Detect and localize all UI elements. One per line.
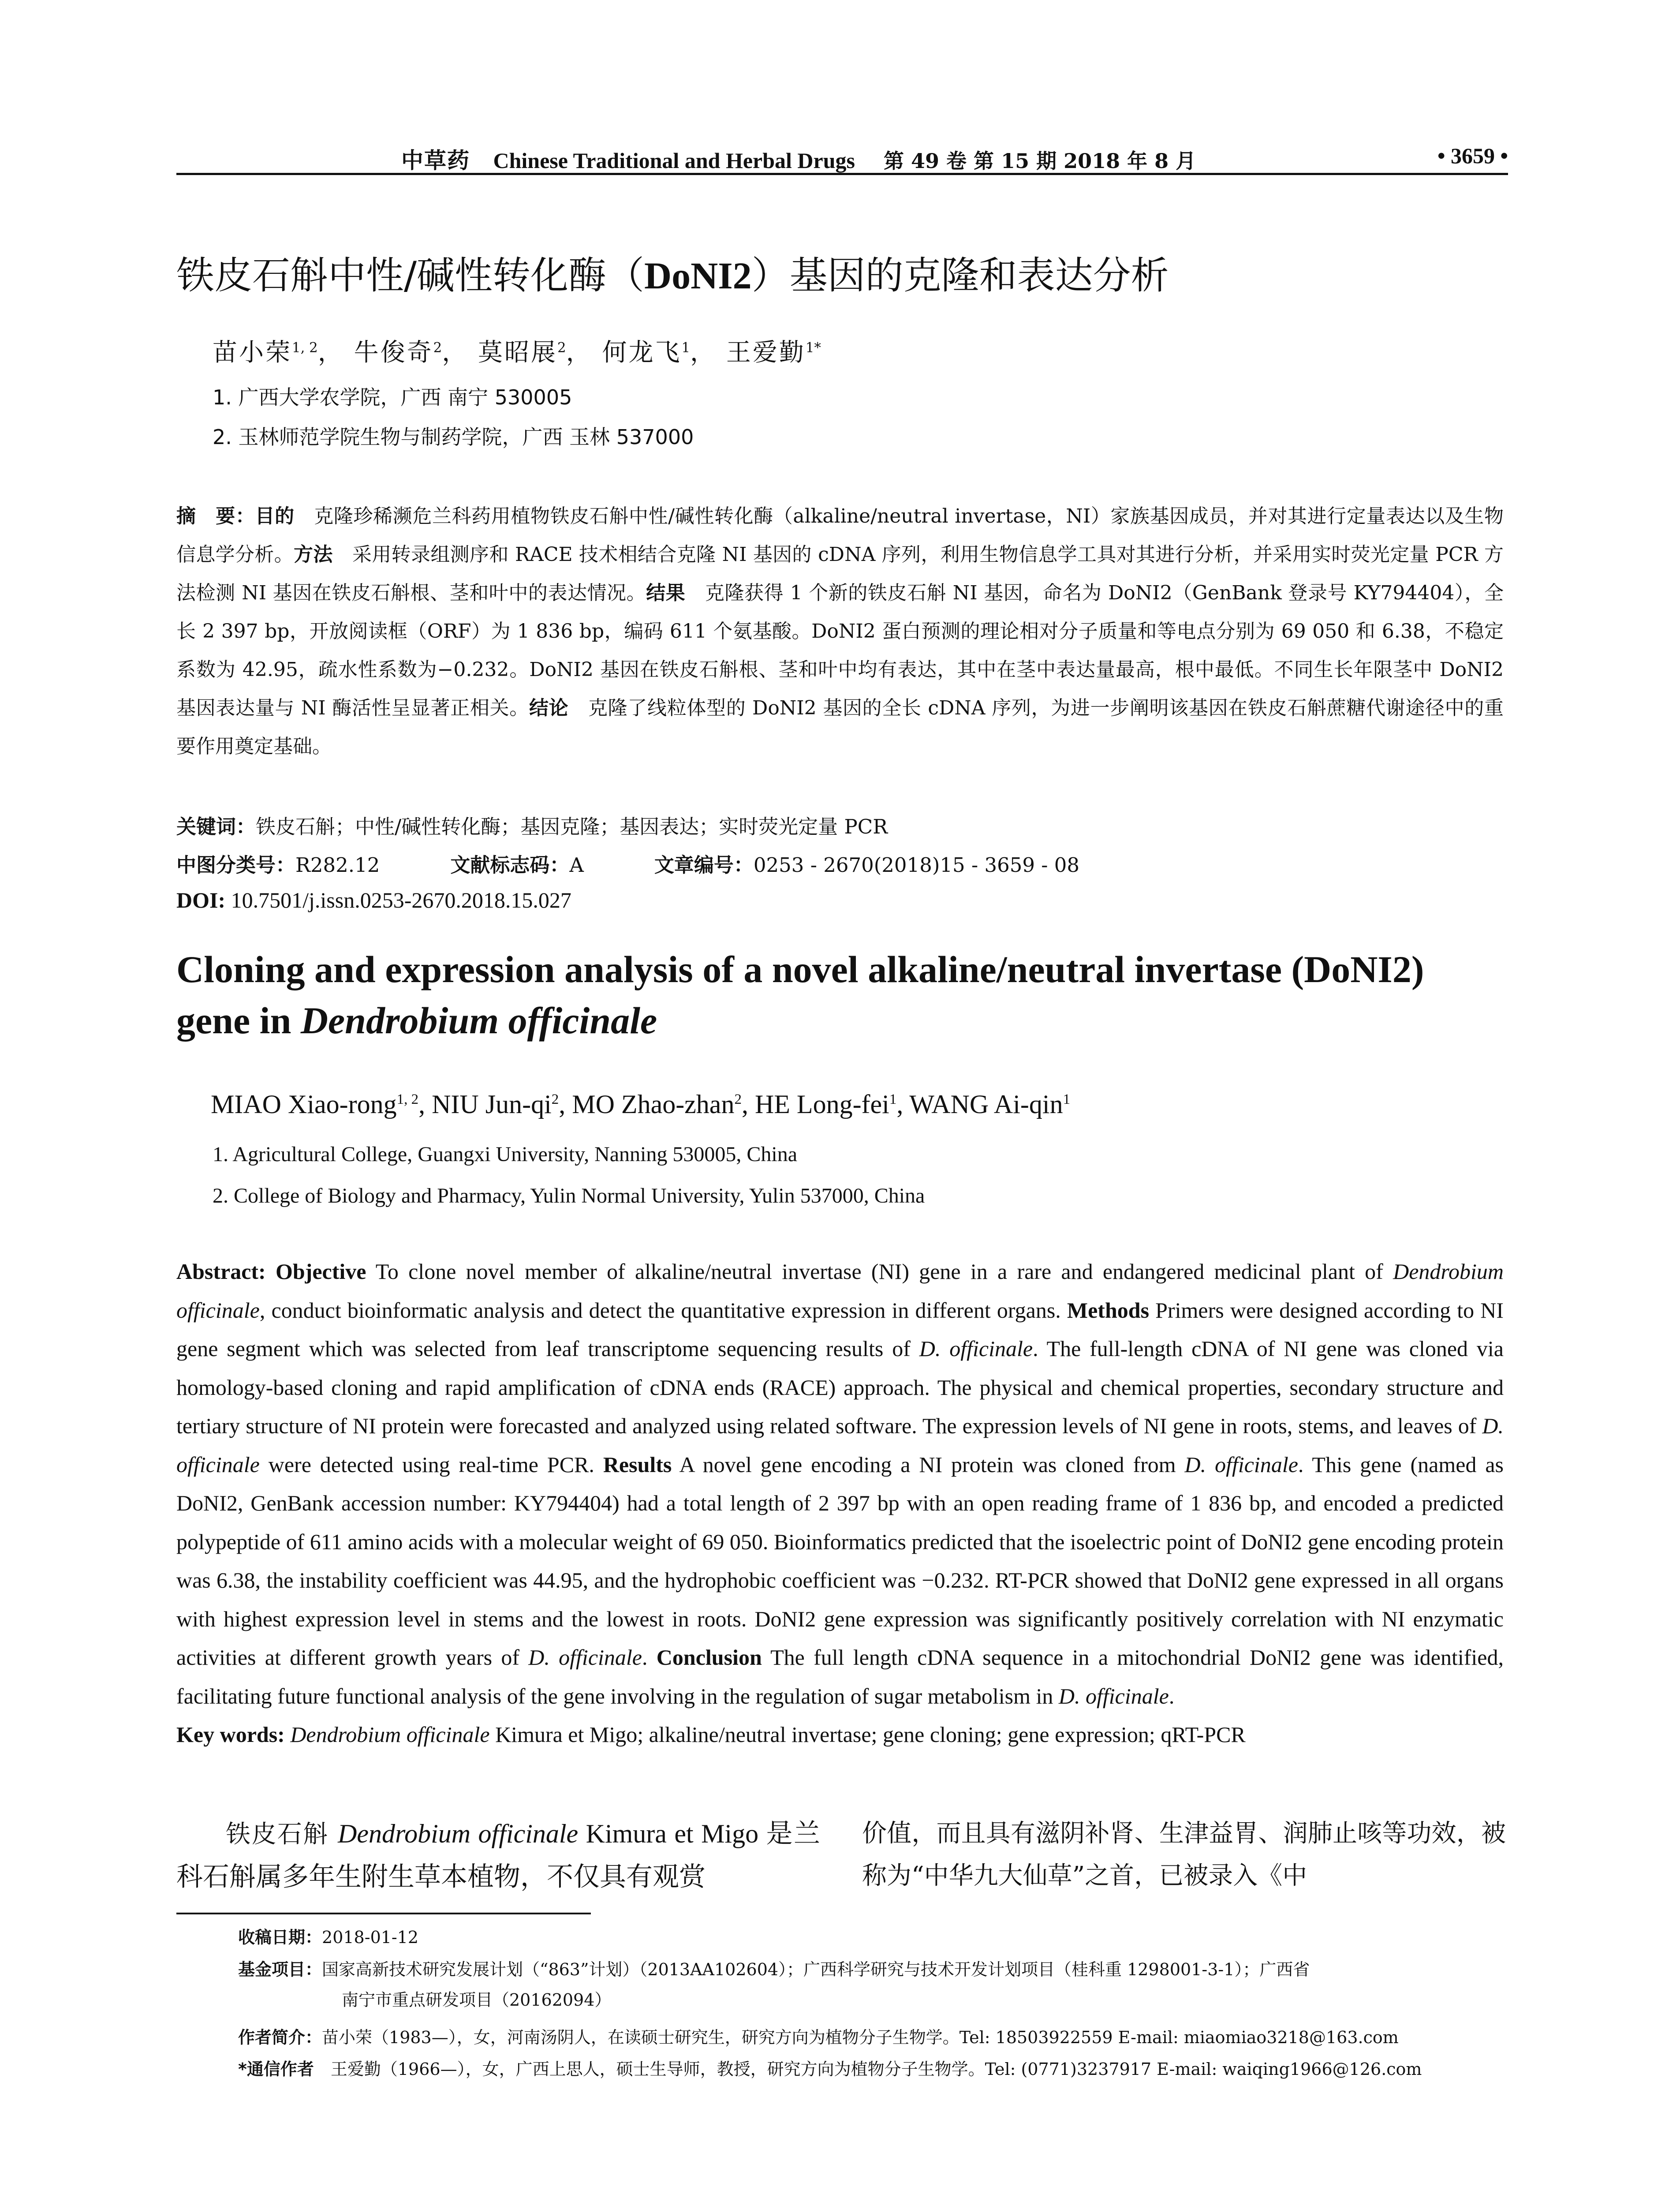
methods-text: Primers were designed according to NI gene segment which was selected from leaf transcriptome sequencing results of [176, 1297, 1504, 1361]
author-name: WANG Ai-qin [909, 1090, 1063, 1119]
author-name: 牛俊奇 [354, 338, 433, 367]
conclusion-text: 克隆了线粒体型的 DoNI2 基因的全长 cDNA 序列，为进一步阐明该基因在铁皮石斛蔗糖代谢途径中的重要作用奠定基础。 [176, 697, 1504, 758]
author-name: HE Long-fei [754, 1090, 889, 1119]
doccode-value: A [569, 853, 584, 877]
author-name: 王爱勤 [726, 338, 806, 367]
abstract-label: Abstract: [176, 1259, 266, 1284]
author-affil-sup: 1 [681, 340, 691, 356]
keywords-label: Key words: [176, 1722, 285, 1747]
results-text: A novel gene encoding a NI protein was cloned from [672, 1452, 1185, 1477]
keywords-text: 铁皮石斛；中性/碱性转化酶；基因克隆；基因表达；实时荧光定量 PCR [256, 815, 888, 838]
footnote-divider [176, 1913, 591, 1914]
zh-abstract [176, 497, 1504, 766]
separator: ， [317, 338, 344, 367]
zh-authors [213, 333, 821, 368]
author-affil-sup: 2 [557, 340, 566, 356]
conclusion-label: 结论 [529, 697, 569, 719]
methods-label: 方法 [294, 543, 333, 566]
fund-text-1: 国家高新技术研究发展计划（“863”计划）（2013AA102604）；广西科学研究与技术开发计划项目（桂科重 1298001-3-1）；广西省 [322, 1960, 1310, 1979]
body-text: 铁皮石斛 [226, 1820, 338, 1849]
corresponding-text: 王爱勤（1966—），女，广西上思人，硕士生导师，教授，研究方向为植物分子生物学。Tel: (0771)3237917 E-mail: waiqing1966@126.com [314, 2059, 1422, 2079]
conclusion-text: The full length cDNA sequence in a mitochondrial DoNI2 gene was identified, facilitating future functional analysis of the gene involving in the regulation of sugar metabolism in [176, 1645, 1504, 1708]
conclusion-label: Conclusion [656, 1645, 762, 1670]
zh-affiliation-1: 1. 广西大学农学院，广西 南宁 530005 [213, 385, 572, 409]
separator: , [418, 1090, 432, 1119]
fund-label: 基金项目： [238, 1960, 322, 1979]
body-text: Kimura et Migo 是兰科石斛属多年生附生草本植物，不仅具有观赏 [176, 1819, 820, 1891]
en-title-species: Dendrobium officinale [300, 999, 657, 1042]
journal-issue: 第 49 卷 第 15 期 2018 年 8 月 [883, 149, 1196, 173]
author-name: 苗小荣 [213, 338, 292, 367]
doi-label: DOI: [176, 888, 226, 912]
zh-doi [176, 887, 571, 913]
author-affil-sup: 1 [1063, 1091, 1071, 1107]
results-text: . [642, 1645, 657, 1670]
author-affil-sup: 1, 2 [292, 340, 318, 356]
clc-label: 中图分类号： [176, 853, 296, 877]
author-affil-sup: 1, 2 [396, 1091, 419, 1107]
author-name: 莫昭展 [478, 338, 558, 367]
zh-classification [176, 849, 1079, 878]
footnote-corresponding [176, 2056, 1504, 2082]
articleno-label: 文章编号： [654, 853, 754, 877]
author-name: NIU Jun-qi [432, 1090, 552, 1119]
en-title-line-2 [176, 995, 1504, 1046]
separator: , [896, 1090, 910, 1119]
author-text: 苗小荣（1983—），女，河南汤阴人，在读硕士研究生，研究方向为植物分子生物学。Tel: 18503922559 E-mail: miaomiao3218@163.com [322, 2028, 1399, 2047]
en-title [176, 944, 1504, 1046]
footnote-fund-cont: 南宁市重点研发项目（20162094） [342, 1990, 612, 2010]
journal-title [401, 143, 1196, 175]
doi-value: 10.7501/j.issn.0253-2670.2018.15.027 [225, 888, 571, 912]
species-name: D. officinale [528, 1645, 642, 1670]
author-affil-sup: 2 [734, 1091, 742, 1107]
received-label: 收稿日期： [238, 1928, 322, 1947]
keywords-label: 关键词： [176, 815, 256, 838]
zh-title-part: ）基因的克隆和表达分析 [751, 254, 1169, 298]
journal-name-en: Chinese Traditional and Herbal Drugs [493, 148, 855, 173]
en-abstract [176, 1252, 1504, 1754]
en-authors [211, 1089, 1070, 1120]
footnote-author [176, 2024, 1504, 2051]
page-number: • 3659 • [1437, 143, 1508, 168]
species-name: D. officinale [1058, 1683, 1169, 1708]
en-affiliation-2: 2. College of Biology and Pharmacy, Yulin Normal University, Yulin 537000, China [213, 1184, 925, 1207]
running-header [176, 140, 1508, 175]
body-column-right: 价值，而且具有滋阴补肾、生津益胃、润肺止咳等功效，被称为“中华九大仙草”之首，已被录入《中 [862, 1819, 1506, 1890]
species-name: D. officinale [919, 1336, 1033, 1361]
author-affil-sup: 1* [805, 340, 821, 356]
methods-text: 采用转录组测序和 RACE 技术相结合克隆 NI 基因的 cDNA 序列，利用生物信息学工具对其进行分析，并采用实时荧光定量 PCR 方法检测 NI 基因在铁皮石斛根、茎和叶中的表达情况。 [176, 543, 1504, 604]
author-affil-sup: 2 [551, 1091, 559, 1107]
keywords-text: Kimura et Migo; alkaline/neutral invertase; gene cloning; gene expression; qRT-PCR [489, 1722, 1246, 1747]
separator: ， [442, 338, 469, 367]
en-affiliation-1: 1. Agricultural College, Guangxi University, Nanning 530005, China [213, 1143, 798, 1166]
species-name: D. officinale [176, 1413, 1504, 1477]
results-text: 克隆获得 1 个新的铁皮石斛 NI 基因，命名为 DoNI2（GenBank 登录号 KY794404），全长 2 397 bp，开放阅读框（ORF）为 1 836 bp，编码 611 个氨基酸。DoNI2 蛋白预测的理论相对分子质量和等电点分别为 69 050 和 6.38，不稳定系数为 42.95，疏水性系数为−0.232。DoNI2 基因在铁皮石斛根、茎和叶中均有表达，其中在茎中表达量最高，根中最低。不同生长年限茎中 DoNI2 基因表达量与 NI 酶活性呈显著正相关。 [176, 582, 1504, 719]
separator: ， [690, 338, 717, 367]
objective-text: To clone novel member of alkaline/neutral invertase (NI) gene in a rare and endangered medicinal plant of [366, 1259, 1393, 1284]
zh-keywords [176, 811, 888, 839]
author-label: 作者简介： [238, 2028, 322, 2047]
author-name: 何龙飞 [602, 338, 682, 367]
species-name: Dendrobium officinale [176, 1259, 1504, 1323]
methods-text: were detected using real-time PCR. [259, 1452, 603, 1477]
articleno-value: 0253 - 2670(2018)15 - 3659 - 08 [753, 853, 1080, 877]
zh-affiliation-2: 2. 玉林师范学院生物与制药学院，广西 玉林 537000 [213, 425, 694, 449]
en-title-line-1: Cloning and expression analysis of a novel alkaline/neutral invertase (DoNI2) [176, 948, 1424, 990]
author-affil-sup: 1 [889, 1091, 897, 1107]
methods-label: Methods [1067, 1297, 1150, 1323]
journal-name-zh: 中草药 [401, 147, 470, 173]
author-name: MIAO Xiao-rong [211, 1090, 397, 1119]
species-name: Dendrobium officinale [338, 1819, 579, 1848]
objective-text: 克隆珍稀濒危兰科药用植物铁皮石斛中性/碱性转化酶（alkaline/neutral invertase，NI）家族基因成员，并对其进行定量表达以及生物信息学分析。 [176, 505, 1504, 566]
results-text: . This gene (named as DoNI2, GenBank accession number: KY794404) had a total length of 2 397 bp with an open reading frame of 1 836 bp, and encoded a predicted polypeptide of 611 amino acids with a molecular weight of 69 050. Bioinformatics predicted that the isoelectric point of DoNI2 gene encoding protein was 6.38, the instability coefficient was 44.95, and the hydrophobic coefficient was −0.232. RT-PCR showed that DoNI2 gene expressed in all organs with highest expression level in stems and the lowest in roots. DoNI2 gene expression was significantly positively correlation with NI enzymatic activities at different growth years of [176, 1452, 1504, 1670]
footnote-fund [176, 1956, 1504, 1983]
zh-title-part: 铁皮石斛中性/碱性转化酶（ [176, 254, 644, 298]
objective-label: Objective [265, 1259, 366, 1284]
footnote-received [176, 1924, 1504, 1951]
conclusion-text: . [1169, 1683, 1175, 1708]
zh-title-code: DoNI2 [644, 254, 752, 297]
corresponding-label: *通信作者 [238, 2059, 314, 2079]
species-name: D. officinale [1184, 1452, 1298, 1477]
results-label: Results [603, 1452, 672, 1477]
abstract-label: 摘 要： [176, 505, 255, 527]
received-value: 2018-01-12 [322, 1928, 419, 1947]
clc-value: R282.12 [295, 853, 380, 877]
author-affil-sup: 2 [433, 340, 442, 356]
results-label: 结果 [646, 582, 686, 604]
objective-label: 目的 [255, 505, 295, 527]
species-name: Dendrobium officinale [284, 1722, 490, 1747]
zh-title [176, 245, 1169, 299]
body-column-left [176, 1813, 820, 1899]
separator: , [741, 1090, 755, 1119]
separator: , [559, 1090, 572, 1119]
doccode-label: 文献标志码： [450, 853, 570, 877]
en-title-part: gene in [176, 999, 301, 1042]
author-name: MO Zhao-zhan [572, 1090, 735, 1119]
objective-text: , conduct bioinformatic analysis and detect the quantitative expression in different organs. [259, 1297, 1067, 1323]
methods-text: . The full-length cDNA of NI gene was cloned via homology-based cloning and rapid amplification of cDNA ends (RACE) approach. The physical and chemical properties, secondary structure and tertiary structure of NI protein were forecasted and analyzed using related software. The expression levels of NI gene in roots, stems, and leaves of [176, 1336, 1504, 1438]
separator: ， [566, 338, 593, 367]
